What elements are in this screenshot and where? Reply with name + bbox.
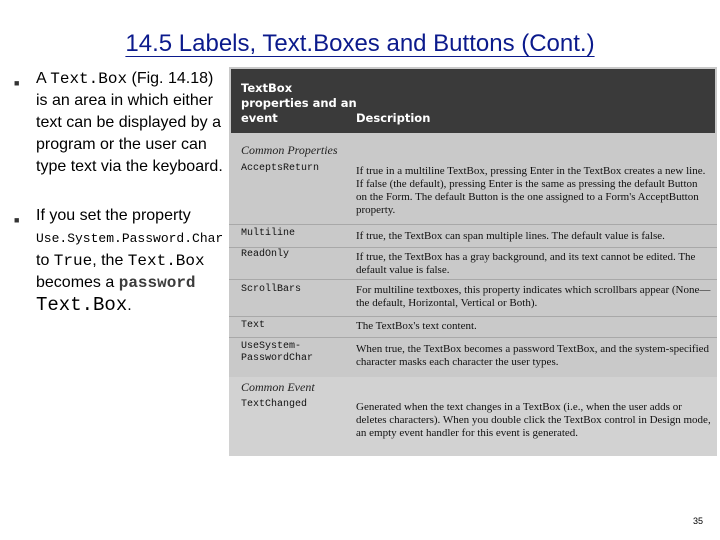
- bullet2-lead: If you set the property: [36, 207, 191, 224]
- bullet2-code-true: True: [53, 252, 93, 270]
- row-divider: [229, 224, 717, 225]
- common-event-section: [229, 377, 717, 456]
- textbox-properties-table: [229, 67, 717, 456]
- bullet2-becomes: becomes a: [36, 274, 119, 291]
- bullet2-code-textbox: Text.Box: [127, 252, 205, 270]
- bullet-textbox-definition: [14, 68, 226, 178]
- bullet-password-property: [14, 205, 226, 317]
- slide-title: 14.5 Labels, Text.Boxes and Buttons (Cont.): [125, 30, 595, 57]
- bullet2-to: to: [36, 252, 54, 269]
- bullet2-code-password: password: [118, 274, 196, 292]
- row-name-usesystempasswordchar: UseSystem-PasswordChar: [241, 341, 314, 364]
- row-divider: [229, 337, 717, 338]
- common-properties-caption: Common Properties: [241, 143, 338, 157]
- page-number: 35: [692, 516, 703, 526]
- row-desc-usesystempasswordchar: When true, the TextBox becomes a password TextBox, and the system-specified character masks each character the user types.: [356, 343, 710, 368]
- bullet1-lead: A: [36, 70, 51, 87]
- row-name-text: Text: [241, 320, 266, 331]
- bullet2-period: .: [127, 297, 132, 314]
- row-divider: [229, 247, 717, 248]
- header-col1-line1: TextBox: [241, 81, 293, 95]
- header-col-property: [241, 81, 357, 126]
- header-col-description: Description: [356, 111, 431, 125]
- common-event-caption: Common Event: [241, 380, 315, 394]
- row-name-readonly: ReadOnly: [241, 249, 290, 260]
- bullet2-code-textbox-big: Text.Box: [36, 294, 128, 316]
- bullet-marker-icon: ■: [14, 215, 20, 225]
- bullet-marker-icon: ■: [14, 78, 20, 88]
- row-desc-scrollbars: For multiline textboxes, this property indicates which scrollbars appear (None—the default, Horizontal, Vertical or Both).: [356, 284, 711, 309]
- table-header: [231, 69, 715, 133]
- row-name-textchanged: TextChanged: [241, 399, 308, 410]
- row-desc-text: The TextBox's text content.: [356, 320, 477, 332]
- bullet2-the: , the: [92, 252, 128, 269]
- bullet2-code-usesystempasswordchar: Use.System.Password.Char: [36, 231, 224, 246]
- bullet1-rest: (Fig. 14.18) is an area in which either text can be displayed by a program or the user can type text via the keyboard.: [36, 70, 223, 175]
- row-desc-readonly: If true, the TextBox has a gray background, and its text cannot be edited. The default value is false.: [356, 251, 696, 276]
- bullet1-code-textbox: Text.Box: [50, 70, 128, 88]
- header-col1-line2: properties and an: [241, 96, 357, 110]
- row-name-scrollbars: ScrollBars: [241, 284, 302, 295]
- header-col1-line3: event: [241, 111, 278, 125]
- row-name-acceptsreturn: AcceptsReturn: [241, 163, 320, 174]
- bullet-list: [14, 68, 226, 317]
- row-desc-acceptsreturn: If true in a multiline TextBox, pressing Enter in the TextBox creates a new line. If false (the default), pressing Enter is the same as pressing the default Button on the Form. The default Button is the one assigned to a Form's AcceptButton property.: [356, 165, 706, 216]
- row-divider: [229, 279, 717, 280]
- row-desc-multiline: If true, the TextBox can span multiple lines. The default value is false.: [356, 230, 665, 242]
- row-divider: [229, 316, 717, 317]
- row-desc-textchanged: Generated when the text changes in a TextBox (i.e., when the user adds or deletes characters). When you double click the TextBox control in Design mode, an empty event handler for this event is generated.: [356, 401, 711, 439]
- row-name-multiline: Multiline: [241, 228, 296, 239]
